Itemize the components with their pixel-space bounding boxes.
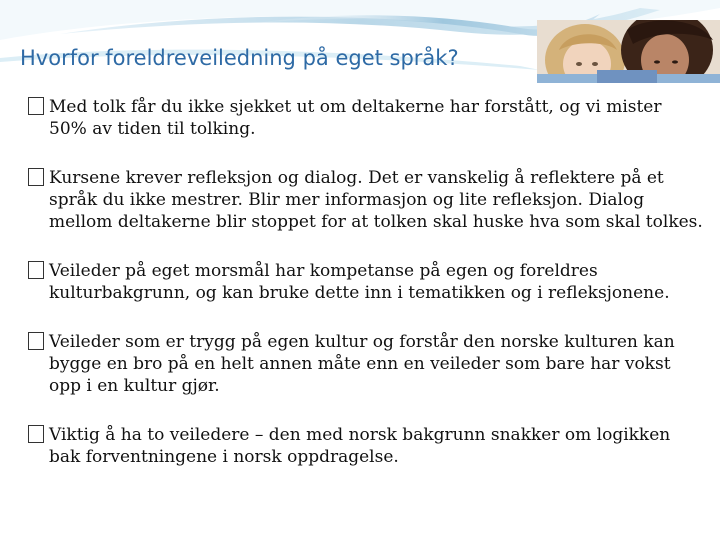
bullet-text: Med tolk får du ikke sjekket ut om deltakerne har forstått, og vi mister 50% av tiden til tolking. <box>49 97 662 139</box>
list-item <box>28 167 704 233</box>
square-bullet-icon <box>28 168 44 186</box>
bullet-text: Veileder på eget morsmål har kompetanse på egen og foreldres kulturbakgrunn, og kan bruke dette inn i tematikken og i refleksjonene. <box>49 261 670 303</box>
page-title: Hvorfor foreldreveiledning på eget språk? <box>20 46 459 70</box>
bullet-text: Kursene krever refleksjon og dialog. Det er vanskelig å reflektere på et språk du ikke mestrer. Blir mer informasjon og lite refleksjon. Dialog mellom deltakerne blir stoppet for at tolken skal huske hva som skal tolkes. <box>49 168 703 232</box>
list-item <box>28 96 704 140</box>
bullet-text: Viktig å ha to veiledere – den med norsk bakgrunn snakker om logikken bak forventningene i norsk oppdragelse. <box>49 425 671 467</box>
square-bullet-icon <box>28 97 44 115</box>
bullet-list <box>28 96 704 495</box>
square-bullet-icon <box>28 425 44 443</box>
list-item <box>28 424 704 468</box>
children-photo <box>537 20 720 83</box>
list-item <box>28 331 704 397</box>
square-bullet-icon <box>28 261 44 279</box>
list-item <box>28 260 704 304</box>
bullet-text: Veileder som er trygg på egen kultur og forstår den norske kulturen kan bygge en bro på en helt annen måte enn en veileder som bare har vokst opp i en kultur gjør. <box>49 332 675 396</box>
square-bullet-icon <box>28 332 44 350</box>
